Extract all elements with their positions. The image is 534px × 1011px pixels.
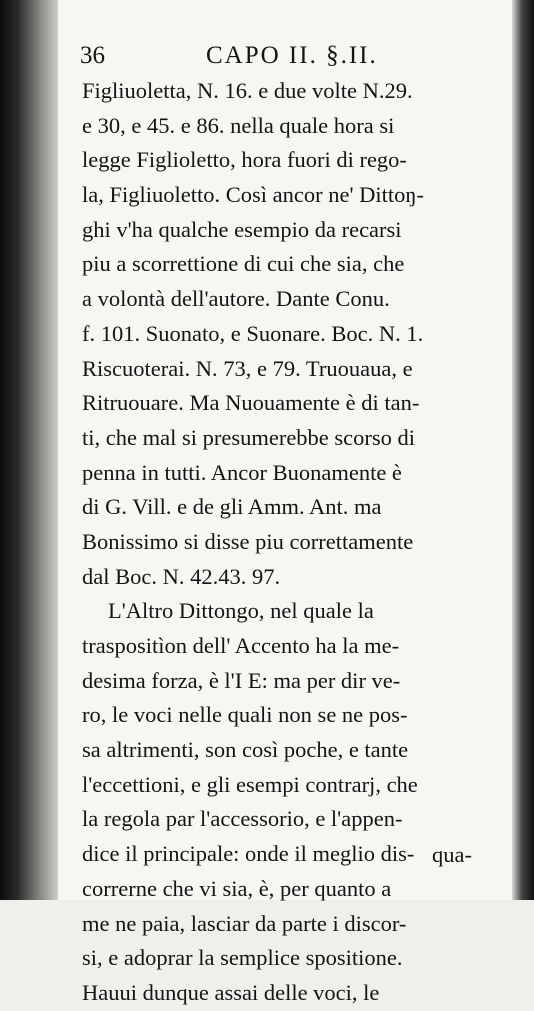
text-line: ti, che mal si presumerebbe scorso di — [82, 424, 416, 450]
text-line: desima forza, è l'I E: ma per dir ve- — [82, 667, 401, 693]
catchword: qua- — [432, 842, 472, 867]
page-number: 36 — [80, 42, 105, 69]
paragraph-first-line: L'Altro Dittongo, nel quale la — [108, 598, 374, 624]
book-page — [58, 0, 512, 1005]
running-head — [58, 38, 512, 74]
text-line: Bonissimo si disse piu correttamente — [82, 528, 414, 554]
text-line: Ritruouare. Ma Nuouamente è di tan- — [82, 390, 420, 416]
text-line: traspositìon dell' Accento ha la me- — [82, 633, 400, 658]
text-line: sa altrimenti, son così poche, e tante — [82, 737, 409, 763]
text-line: si, e adoprar la semplice spositione. — [82, 945, 403, 971]
text-line: dice il principale: onde il meglio dis- — [82, 841, 415, 867]
text-line: Hauui dunque assai delle voci, le — [82, 979, 380, 1005]
text-line: la, Figliuoletto. Così ancor ne' Dittoŋ- — [82, 182, 425, 208]
text-line: me ne paia, lasciar da parte i discor- — [82, 910, 407, 936]
text-line: Riscuoterai. N. 73, e 79. Truouaua, e — [82, 355, 413, 381]
text-line: dal Boc. N. 42.43. 97. — [82, 563, 281, 589]
text-line: ro, le voci nelle quali non se ne pos- — [82, 702, 408, 728]
binding-shadow-left — [0, 0, 58, 900]
text-line: l'eccettioni, e gli esempi contrarj, che — [82, 771, 418, 797]
text-line: e 30, e 45. e 86. nella quale hora si — [82, 112, 395, 138]
text-line: a volontà dell'autore. Dante Conu. — [82, 286, 390, 312]
text-line: penna in tutti. Ancor Buonamente è — [82, 459, 402, 485]
text-line: la regola par l'accessorio, e l'appen- — [82, 806, 403, 832]
text-line: Figliuoletta, N. 16. e due volte N.29. — [82, 78, 413, 103]
text-line: correrne che vi sia, è, per quanto a — [82, 875, 392, 901]
text-line: di G. Vill. e de gli Amm. Ant. ma — [82, 494, 382, 520]
text-line: ghi v'ha qualche esempio da recarsi — [82, 216, 402, 242]
text-line: f. 101. Suonato, e Suonare. Boc. N. 1. — [82, 320, 424, 346]
text-line: piu a scorrettione di cui che sia, che — [82, 251, 405, 277]
text-line: legge Figlioletto, hora fuori di rego- — [82, 147, 407, 173]
binding-shadow-right — [512, 0, 534, 900]
chapter-heading: CAPO II. §.II. — [206, 42, 378, 69]
